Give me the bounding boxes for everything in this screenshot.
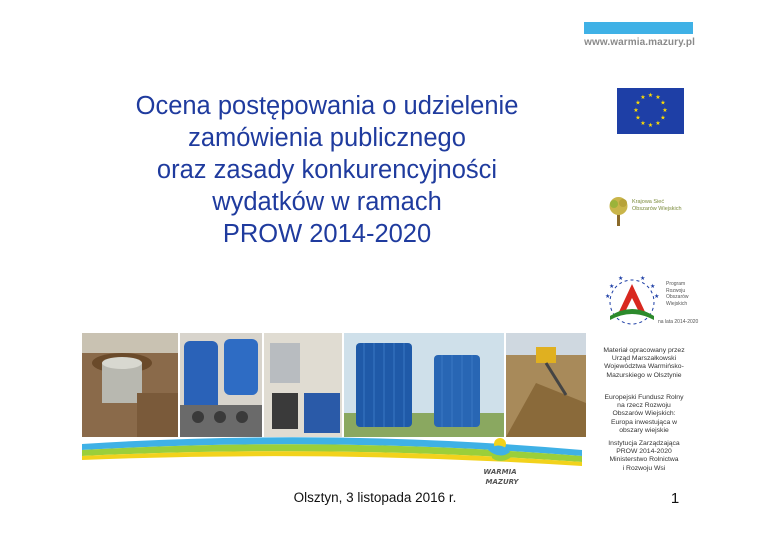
svg-text:★: ★ <box>605 293 611 300</box>
svg-text:★: ★ <box>654 293 660 300</box>
note-eafrd: Europejski Fundusz Rolny na rzecz Rozwoju Obszarów Wiejskich: Europa inwestująca w obszary wiejskie <box>604 394 684 434</box>
svg-text:★: ★ <box>662 107 668 114</box>
prow-years: na lata 2014-2020 <box>658 319 699 325</box>
eu-stars-icon <box>617 88 684 134</box>
svg-text:★: ★ <box>660 99 666 107</box>
prow-emblem-icon <box>600 272 664 327</box>
page-number: 1 <box>670 490 680 507</box>
photo-strip <box>82 333 586 437</box>
svg-text:★: ★ <box>640 275 646 282</box>
photo-excavation <box>82 333 178 437</box>
svg-text:★: ★ <box>635 99 641 107</box>
svg-text:★: ★ <box>647 92 654 99</box>
svg-text:★: ★ <box>633 107 639 114</box>
svg-text:★: ★ <box>618 275 624 282</box>
website-url[interactable]: www.warmia.mazury.pl <box>584 37 695 48</box>
ksow-logo <box>608 194 703 228</box>
tree-icon <box>608 194 630 228</box>
svg-text:MAZURY: MAZURY <box>485 478 519 486</box>
title-line: PROW 2014-2020 <box>222 220 432 248</box>
title-line: Ocena postępowania o udzielenie <box>135 92 519 120</box>
svg-text:★: ★ <box>640 94 646 101</box>
svg-text:★: ★ <box>655 120 661 127</box>
photo-water-tanks <box>344 333 504 437</box>
title-line: wydatków w ramach <box>212 188 442 216</box>
prow-text: Program Rozwoju Obszarów Wiejskich <box>666 281 689 307</box>
prow-logo <box>600 272 700 327</box>
footer-date: Olsztyn, 3 listopada 2016 r. <box>293 490 457 505</box>
header-accent-bar <box>584 22 693 34</box>
ksow-text: Krajowa Sieć Obszarów Wiejskich <box>632 199 682 212</box>
slide-title <box>88 90 566 250</box>
svg-text:★: ★ <box>640 120 646 127</box>
bottom-swoosh <box>82 430 582 490</box>
photo-control-room <box>264 333 342 437</box>
svg-text:★: ★ <box>655 94 661 101</box>
svg-text:★: ★ <box>647 122 654 129</box>
svg-text:★: ★ <box>609 283 615 290</box>
note-prepared-by: Materiał opracowany przez Urząd Marszałkowski Województwa Warmińsko- Mazurskiego w Olsztynie <box>603 347 685 379</box>
note-managing-authority: Instytucja Zarządzająca PROW 2014-2020 Ministerstwo Rolnictwa i Rozwoju Wsi <box>608 440 680 472</box>
title-line: zamówienia publicznego <box>188 124 466 152</box>
svg-text:WARMIA: WARMIA <box>483 468 517 476</box>
title-line: oraz zasady konkurencyjności <box>156 156 498 184</box>
photo-pumps <box>180 333 262 437</box>
svg-text:★: ★ <box>660 114 666 122</box>
svg-text:★: ★ <box>650 283 656 290</box>
svg-text:★: ★ <box>635 114 641 122</box>
eu-flag-logo <box>617 88 684 134</box>
photo-construction <box>506 333 586 437</box>
